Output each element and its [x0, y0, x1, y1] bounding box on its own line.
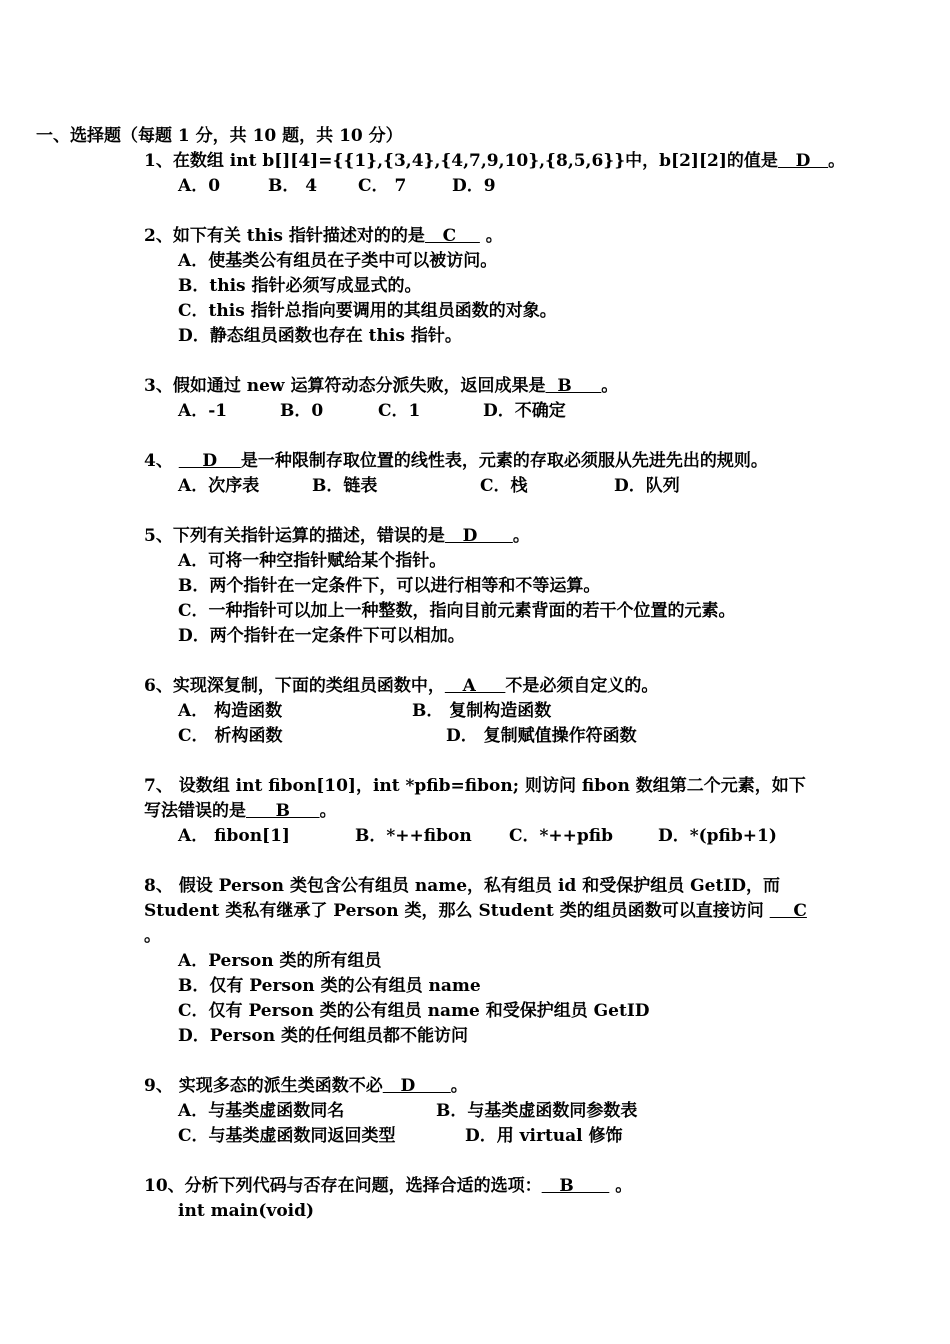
- answer-blank: B: [545, 376, 602, 396]
- q1-option-d: D．9: [452, 176, 496, 196]
- q5-option-d: D．两个指针在一定条件下可以相加。: [178, 626, 465, 646]
- question-8-stem-line2: Student 类私有继承了 Person 类，那么 Student 类的组员函数可以直接访问 C: [144, 901, 807, 921]
- q1-option-b: B． 4: [268, 176, 318, 196]
- q6-option-b: B． 复制构造函数: [412, 701, 552, 721]
- q10-code-line: int main(void): [178, 1201, 315, 1221]
- q4-option-a: A．次序表: [178, 476, 260, 496]
- question-5-stem: 5、下列有关指针运算的描述，错误的是 D 。: [144, 526, 530, 546]
- q3-option-d: D．不确定: [483, 401, 566, 421]
- answer-blank: B: [246, 801, 320, 821]
- q8-option-d: D．Person 类的任何组员都不能访问: [178, 1026, 469, 1046]
- answer-blank: D: [178, 451, 241, 471]
- q6-option-a: A． 构造函数: [178, 701, 283, 721]
- q8-option-c: C．仅有 Person 类的公有组员 name 和受保护组员 GetID: [178, 1001, 650, 1021]
- question-8-stem-line3: 。: [144, 926, 161, 946]
- answer-blank: A: [444, 676, 506, 696]
- q7-option-d: D．*(pfib+1): [658, 826, 777, 846]
- q4-option-c: C．栈: [480, 476, 528, 496]
- q9-option-c: C．与基类虚函数同返回类型: [178, 1126, 396, 1146]
- q8-option-a: A．Person 类的所有组员: [178, 951, 382, 971]
- question-2-stem: 2、如下有关 this 指针描述对的的是 C 。: [144, 226, 503, 246]
- question-3-stem: 3、假如通过 new 运算符动态分派失败，返回成果是 B 。: [144, 376, 619, 396]
- q5-option-a: A．可将一种空指针赋给某个指针。: [178, 551, 447, 571]
- q6-option-d: D． 复制赋值操作符函数: [446, 726, 637, 746]
- q7-option-c: C．*++pfib: [509, 826, 614, 846]
- q3-option-a: A．-1: [178, 401, 228, 421]
- q2-option-a: A．使基类公有组员在子类中可以被访问。: [178, 251, 498, 271]
- answer-blank: D: [777, 151, 829, 171]
- question-7-stem-line2: 写法错误的是 B 。: [144, 801, 337, 821]
- q3-option-c: C．1: [378, 401, 421, 421]
- answer-blank: C: [424, 226, 480, 246]
- question-8-stem-line1: 8、 假设 Person 类包含公有组员 name，私有组员 id 和受保护组员 GetID，而: [144, 876, 781, 896]
- question-7-stem-line1: 7、 设数组 int fibon[10]，int *pfib=fibon; 则访问 fibon 数组第二个元素，如下: [144, 776, 806, 796]
- q3-option-b: B．0: [280, 401, 324, 421]
- q9-option-d: D．用 virtual 修饰: [465, 1126, 623, 1146]
- q4-option-d: D．队列: [614, 476, 680, 496]
- q7-option-b: B．*++fibon: [355, 826, 472, 846]
- q8-option-b: B．仅有 Person 类的公有组员 name: [178, 976, 481, 996]
- question-6-stem: 6、实现深复制，下面的类组员函数中， A 不是必须自定义的。: [144, 676, 659, 696]
- answer-blank: D: [444, 526, 513, 546]
- answer-blank: B: [541, 1176, 610, 1196]
- question-1-stem: 1、在数组 int b[][4]={{1},{3,4},{4,7,9,10},{8,5,6}}中，b[2][2]的值是 D 。: [144, 151, 846, 171]
- q2-option-d: D．静态组员函数也存在 this 指针。: [178, 326, 462, 346]
- q5-option-b: B．两个指针在一定条件下，可以进行相等和不等运算。: [178, 576, 601, 596]
- q1-option-c: C． 7: [358, 176, 407, 196]
- q5-option-c: C．一种指针可以加上一种整数，指向目前元素背面的若干个位置的元素。: [178, 601, 736, 621]
- q9-option-b: B．与基类虚函数同参数表: [436, 1101, 638, 1121]
- q2-option-b: B．this 指针必须写成显式的。: [178, 276, 422, 296]
- section-title: 一、选择题（每题 1 分，共 10 题，共 10 分）: [36, 126, 403, 146]
- question-10-stem: 10、分析下列代码与否存在问题，选择合适的选项： B 。: [144, 1176, 633, 1196]
- answer-blank: D: [382, 1076, 451, 1096]
- q4-option-b: B．链表: [312, 476, 378, 496]
- question-9-stem: 9、 实现多态的派生类函数不必 D 。: [144, 1076, 468, 1096]
- answer-blank: C: [769, 901, 807, 921]
- q7-option-a: A． fibon[1]: [178, 826, 290, 846]
- q1-option-a: A．0: [178, 176, 221, 196]
- question-4-stem: 4、 D 是一种限制存取位置的线性表，元素的存取必须服从先进先出的规则。: [144, 451, 768, 471]
- q2-option-c: C．this 指针总指向要调用的其组员函数的对象。: [178, 301, 557, 321]
- q6-option-c: C． 析构函数: [178, 726, 283, 746]
- q9-option-a: A．与基类虚函数同名: [178, 1101, 345, 1121]
